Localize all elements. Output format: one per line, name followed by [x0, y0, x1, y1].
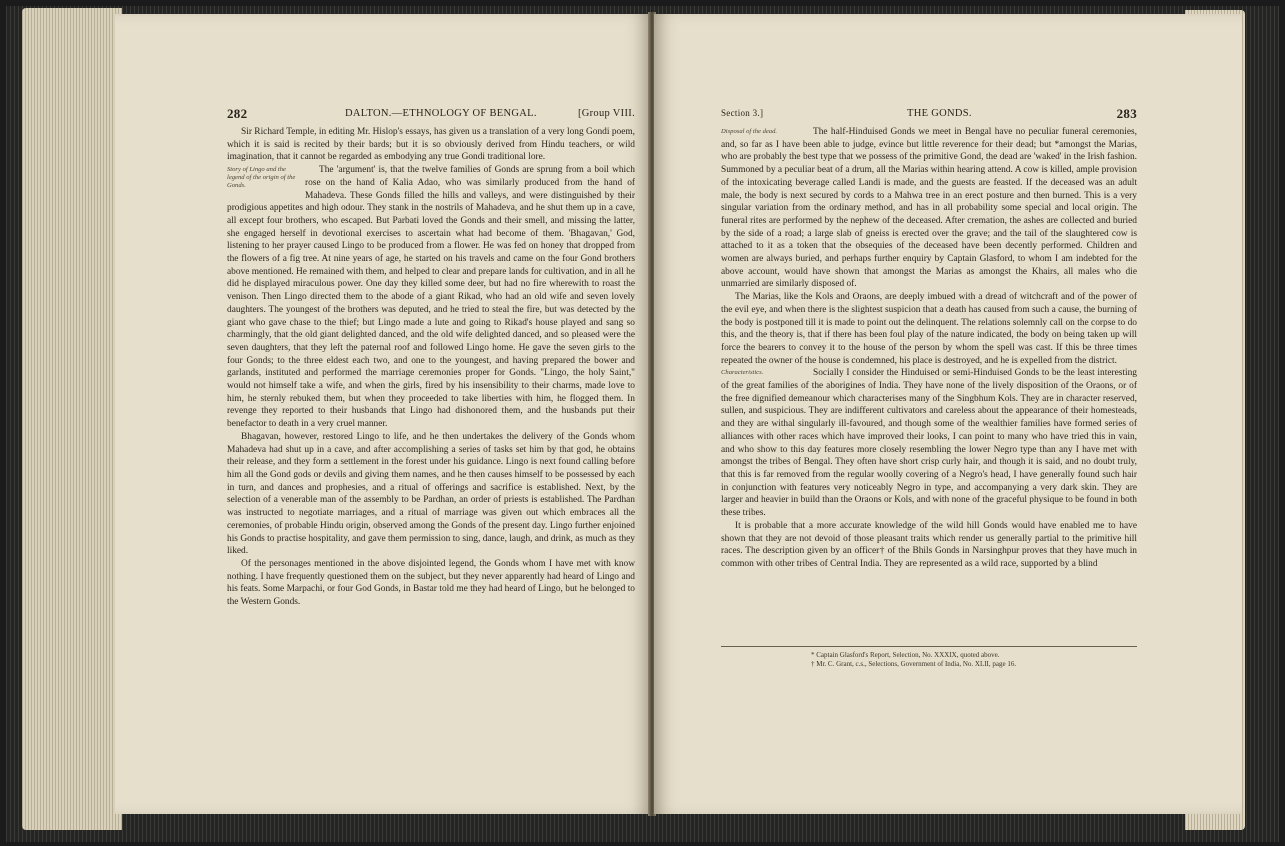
left-page: [115, 14, 650, 814]
left-page-edges: [22, 8, 122, 830]
paragraph: The half-Hinduised Gonds we meet in Bengal have no peculiar funeral ceremonies, and, so far as I have been able to judge, evince but little reverence for their dead; but *amongst the Marias, who are probably the best type that we possess of the primitive Gond, the dead are 'waked' in the Irish fashion. Summoned by a peculiar beat of a drum, all the Marias within hearing attend. A cow is killed, ample provision of the intoxicating beverage called Landi is made, and the guests are feasted. If the deceased was an adult male, the body is next secured by cords to a Mahwa tree in an erect posture and then burned. This is a very singular variation from the ordinary method, and has in all probability some special and local origin. The funeral rites are performed by the nephew of the deceased. After cremation, the ashes are collected and buried by the side of a road; a large slab of gneiss is erected over the grave; and the tail of the slaughtered cow is attached to it as a token that the obsequies of the deceased have been decently performed. Children and women are always buried, and perhaps further enquiry by Captain Glasford, to whom I am indebted for the above account, would have shown that amongst the Marias as amongst the Khairs, all males who die unmarried are similarly disposed of.: [721, 127, 1137, 290]
right-page-number: 283: [1116, 106, 1137, 121]
footnotes: [721, 646, 1137, 669]
side-note: Story of Lingo and the legend of the origin of the Gonds.: [227, 166, 296, 190]
section-label: Section 3.]: [721, 108, 764, 118]
paragraph: The 'argument' is, that the twelve families of Gonds are sprung from a boil which rose on the hand of Kalia Adao, who was similarly produced from the hand of Mahadeva. These Gonds filled the hills and valleys, and were distinguished by their prodigious appetites and high odour. They stank in the nostrils of Mahadeva, and he shut them up in a cave, all except four brothers, who escaped. But Parbati loved the Gonds and their smell, and missing the latter, she engaged herself in devotional exercises to ascertain what had become of them. 'Bhagavan,' God, listening to her prayer caused Lingo to be produced from a flower. He was fed on honey that dropped from the flowers of a fig tree. At nine years of age, he started on his travels and came on the four Gond brothers above mentioned. He remained with them, and helped to clear and prepare lands for cultivation, and in all he did he displayed miraculous power. One day they killed some deer, but had no fire wherewith to roast the venison. Then Lingo directed them to the abode of a giant Rikad, who had an old wife and seven lovely daughters. The youngest of the brothers was deputed, and he tried to steal the fire, but was detected by the giant who gave chase to the thief; but Lingo made a lute and going to Rikad's house played and sang so charmingly, that the old giant delighted danced, and the old wife delighted danced, and so pleased were the seven daughters, that they left the paternal roof and followed Lingo home. He gave the seven girls to the four Gonds; to the three eldest each two, and one to the youngest, and having prepared the bower and garlands, instituted and performed the marriage ceremonies proper for Gonds. "Lingo, the holy Saint," would not himself take a wife, and when the girls, fired by his insensibility to their charms, made love to him, he sternly rebuked them, but when they proceeded to take liberties with him, he flogged them. In revenge they reported to their husbands that Lingo had dishonored them, and the husbands put their benefactor to death in a very cruel manner.: [227, 165, 635, 430]
paragraph: Bhagavan, however, restored Lingo to life, and he then undertakes the delivery of the Gonds whom Mahadeva had shut up in a cave, and after accomplishing a series of tasks set him by that god, he obtains their release, and they form a settlement in the forest under his guidance. Lingo is next found calling before him all the Gond gods or devils and giving them names, and he then causes himself to be possessed by each in turn, and dances and prophesies, and a ritual of offerings and sacrifice is established. Next, by the selection of a venerable man of the assembly to be Pardhan, an order of priests is established. The Pardhan was instructed to negotiate marriages, and a ritual of marriage was given out which embraces all the ceremonies, of probable Hindu origin, observed among the Gonds of the present day. Lingo further enjoined his Gonds to practise hospitality, and gave them permission to sing, dance, laugh, and drink, as much as they liked.: [227, 431, 635, 557]
paragraph: It is probable that a more accurate knowledge of the wild hill Gonds would have enabled me to have shown that they are not devoid of those pleasant traits which render us generally partial to the primitive hill races. The description given by an officer† of the Bhils Gonds in Narsinghpur proves that they have much in common with other tribes of Central India. They are represented as a wild race, supported by a blind: [721, 520, 1137, 569]
paragraph: Of the personages mentioned in the above disjointed legend, the Gonds whom I have met with know nothing. I have frequently questioned them on the subject, but they never apparently had heard of Lingo and his feats. Some Marpachi, or four God Gonds, in Bastar told me they had heard of Lingo, but he belonged to the Western Gonds.: [227, 558, 635, 608]
side-note: Disposal of the dead.: [721, 128, 778, 135]
paragraph: The Marias, like the Kols and Oraons, are deeply imbued with a dread of witchcraft and of the power of the evil eye, and when there is the slightest suspicion that a death has caused from such a cause, the burning of the body is postponed till it is made to point out the delinquent. The relations solemnly call on the corpse to do this, and the theory is, that if there has been foul play of the nature indicated, the body on being taken up will force the bearers to convey it to the house of the person by whom the spell was cast. If this be three times repeated the owner of the house is condemned, his place is destroyed, and he is expelled from the district.: [721, 292, 1137, 366]
right-running-title: THE GONDS.: [907, 108, 972, 119]
left-page-number: 282: [227, 106, 248, 121]
footnote: † Mr. C. Grant, c.s., Selections, Government of India, No. XLII, page 16.: [811, 660, 1017, 668]
left-body-text: [227, 126, 635, 696]
left-running-title: DALTON.—ETHNOLOGY OF BENGAL.: [345, 108, 537, 119]
right-page: [654, 14, 1242, 814]
left-group-label: [Group VIII.: [577, 108, 635, 119]
right-body-text: [721, 126, 1137, 656]
paragraph: Sir Richard Temple, in editing Mr. Hislop's essays, has given us a translation of a very long Gondi poem, which it is said is recited by their bards; but it is so obviously derived from Hindu teachers, or wild imagination, that it cannot be regarded as embodying any true Gondi traditional lore.: [227, 127, 635, 163]
footnote: * Captain Glasford's Report, Selection, No. XXXIX, quoted above.: [811, 651, 1000, 659]
paragraph: Socially I consider the Hinduised or semi-Hinduised Gonds to be the least interesting of the great families of the aborigines of India. They have none of the lively disposition of the Oraons, or of the free dignified demeanour which characterises many of the Singbhum Kols. They are in character reserved, sullen, and suspicious. They are indifferent cultivators and careless about the appearance of their homesteads, and they are withal singularly ill-favoured, and though some of the wealthier families have formed series of alliances with other races which have improved their looks, I can point to many who have tried this in vain, and who show to this day features more closely resembling the lower Negro type than any I have met with amongst the tribes of Bengal. They often have short crisp curly hair, and though it is said, and no doubt truly, that this is far removed from the regular woolly covering of a Negro's head, I have generally found such hair in conjunction with features very noticeably Negro in type, and accompanying a very dark skin. They are larger and heavier in build than the Oraons or Kols, and with none of the graceful physique to be found in both these tribes.: [721, 368, 1137, 519]
side-note: Characteristics.: [721, 369, 764, 377]
